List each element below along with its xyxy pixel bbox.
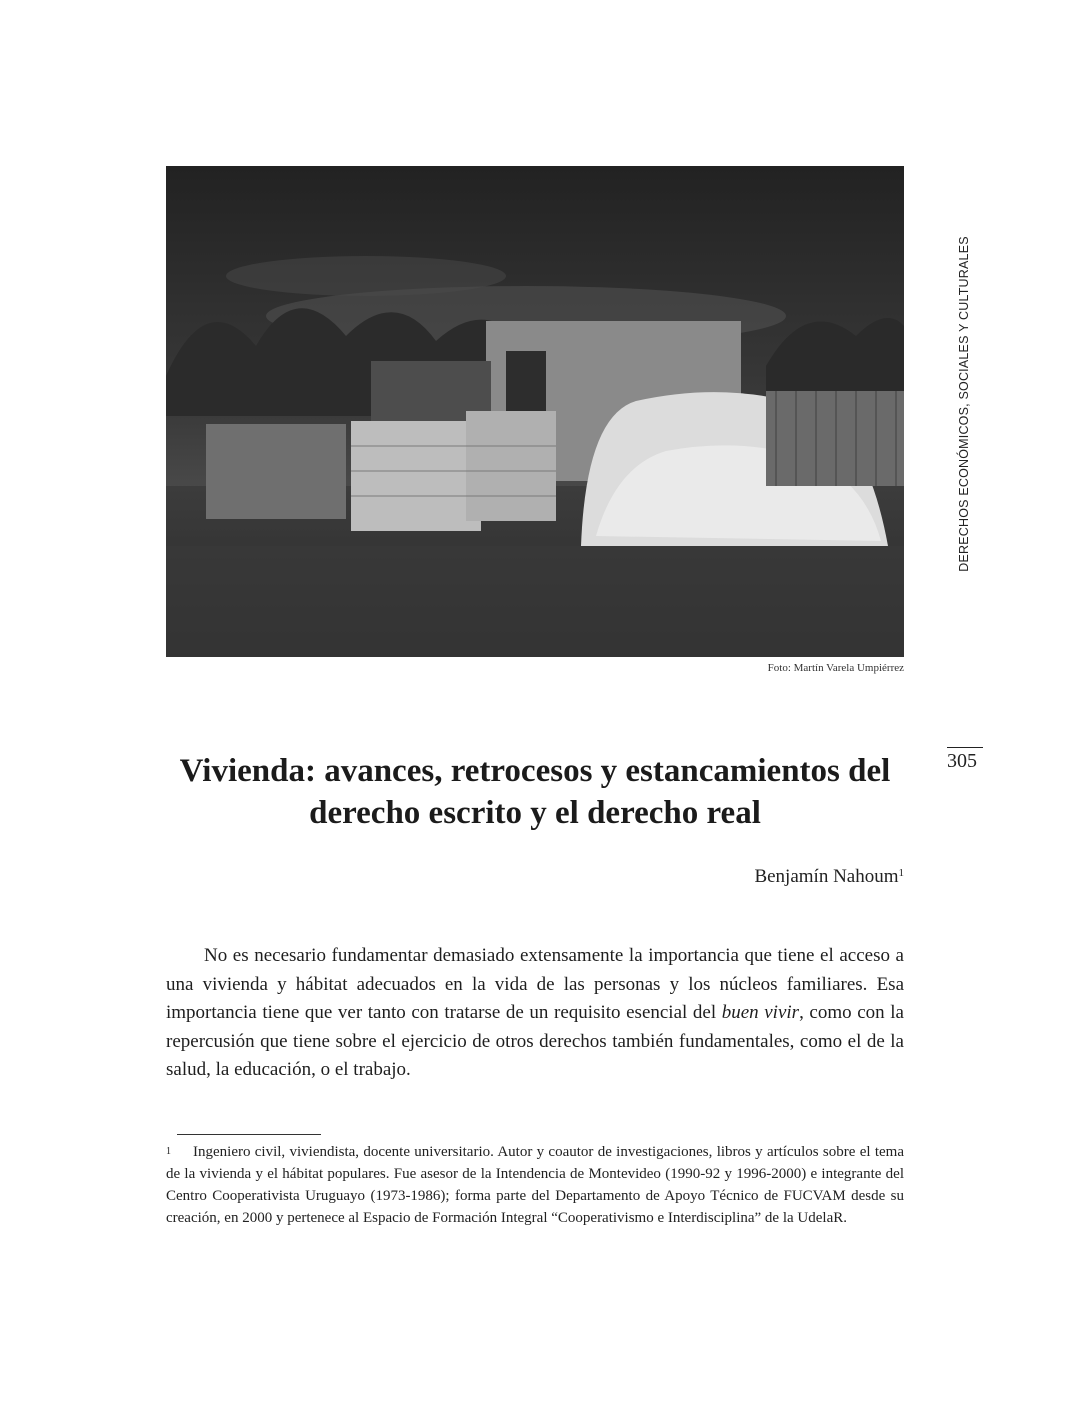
article-photo xyxy=(166,166,904,657)
photo-image xyxy=(166,166,904,657)
paragraph-italic-term: buen vivir xyxy=(721,1002,800,1023)
paragraph-text-1: No es necesario fundamentar demasiado extensamente la importancia que tiene el acceso a una vivienda y hábitat adecuados en la vida de las personas y los núcleos familiares. Esa importancia tiene que ver tanto con tratarse de un requisito esencial del xyxy=(166,945,904,1023)
author-line xyxy=(500,866,904,888)
author-footnote-ref: 1 xyxy=(898,867,904,879)
section-side-tab-label: DERECHOS ECONÓMICOS, SOCIALES Y CULTURALES xyxy=(957,236,971,572)
author-name: Benjamín Nahoum xyxy=(754,866,899,887)
body-paragraph xyxy=(166,942,904,1085)
page-number-rule xyxy=(947,747,983,748)
photo-credit: Foto: Martín Varela Umpiérrez xyxy=(767,662,904,674)
page-number: 305 xyxy=(947,750,977,772)
section-side-tab xyxy=(952,236,976,572)
footnote-mark: 1 xyxy=(166,1146,171,1157)
title-line-2: derecho escrito y el derecho real xyxy=(309,795,761,831)
title-line-1: Vivienda: avances, retrocesos y estancamientos del xyxy=(179,753,891,789)
paragraph-text-2: , como con la repercusión que tiene sobre el ejercicio de otros derechos también fundamentales, como el de la salud, la educación, o el trabajo. xyxy=(166,1002,904,1080)
footnote xyxy=(166,1141,904,1229)
footnote-text: Ingeniero civil, viviendista, docente universitario. Autor y coautor de investigaciones, libros y artículos sobre el tema de la vivienda y el hábitat populares. Fue asesor de la Intendencia de Montevideo (1990-92 y 1996-2000) e integrante del Centro Cooperativista Uruguayo (1973-1986); forma parte del Departamento de Apoyo Técnico de FUCVAM desde su creación, en 2000 y pertenece al Espacio de Formación Integral “Cooperativismo e Interdisciplina” de la UdelaR. xyxy=(166,1144,904,1226)
article-title xyxy=(166,750,904,834)
footnote-rule xyxy=(177,1134,321,1135)
